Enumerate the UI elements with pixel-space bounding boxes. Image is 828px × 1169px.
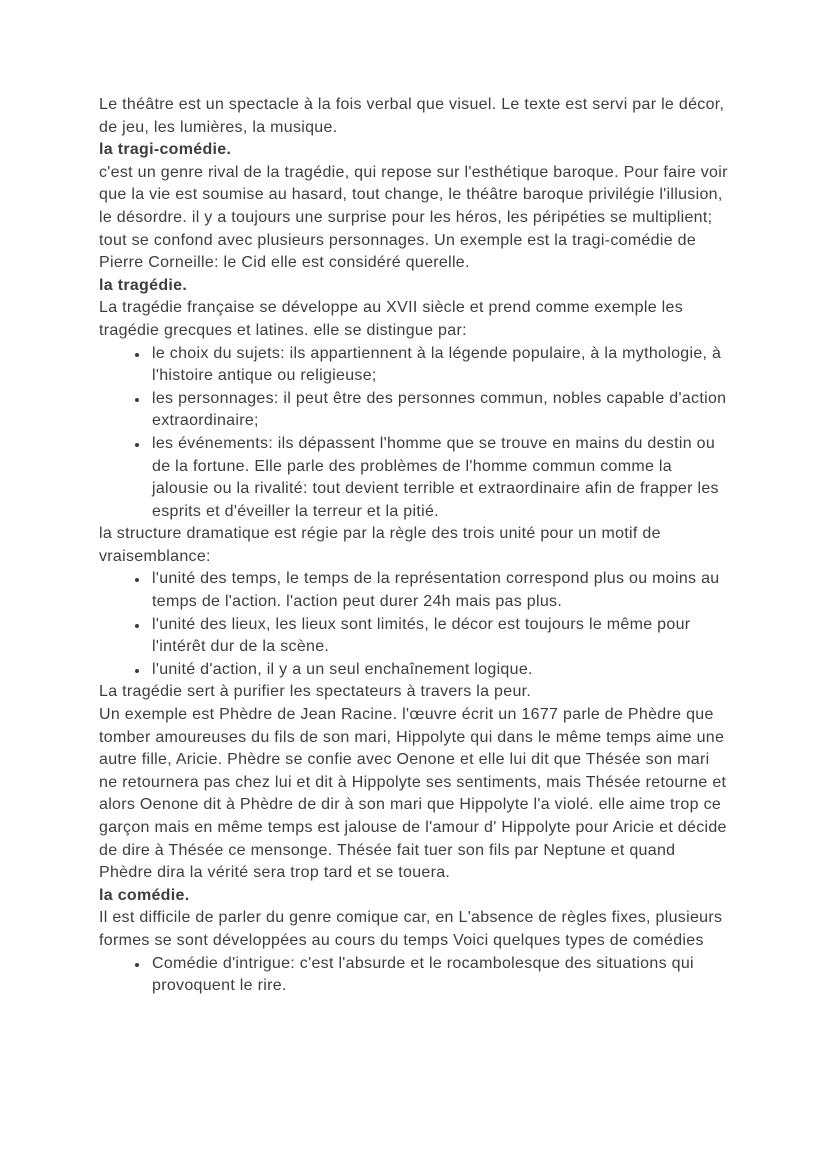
heading-comedie: la comédie.: [99, 886, 190, 904]
list-item: • les personnages: il peut être des personnes commun, nobles capable d'action extraordinaire;: [149, 388, 731, 433]
heading-tragedie: la tragédie.: [99, 276, 188, 294]
paragraph-tragedie-intro: La tragédie française se développe au XVII siècle et prend comme exemple les tragédie grecques et latines. elle se distingue par:: [99, 299, 684, 339]
heading-tragi-comedie: la tragi-comédie.: [99, 141, 232, 159]
paragraph-structure-dramatique: la structure dramatique est régie par la règle des trois unité pour un motif de vraisemblance:: [99, 525, 661, 565]
list-item: • le choix du sujets: ils appartiennent à la légende populaire, à la mythologie, à l'histoire antique ou religieuse;: [149, 343, 731, 388]
list-types-comedies: [99, 953, 731, 998]
list-item: • Comédie d'intrigue: c'est l'absurde et le rocambolesque des situations qui provoquent le rire.: [149, 953, 731, 998]
paragraph-tragi-comedie: c'est un genre rival de la tragédie, qui repose sur l'esthétique baroque. Pour faire voir que la vie est soumise au hasard, tout change, le théâtre baroque privilégie l'illusion, le désordre. il y a toujours une surprise pour les héros, les péripéties se multiplient; tout se confond avec plusieurs personnages. Un exemple est la tragi-comédie de Pierre Corneille: le Cid elle est considéré querelle.: [99, 163, 728, 272]
list-item: • l'unité d'action, il y a un seul enchaînement logique.: [149, 659, 731, 682]
list-item: • l'unité des lieux, les lieux sont limités, le décor est toujours le même pour l'intérêt dur de la scène.: [149, 614, 731, 659]
list-item: • l'unité des temps, le temps de la représentation correspond plus ou moins au temps de l'action. l'action peut durer 24h mais pas plus.: [149, 568, 731, 613]
paragraph-phedre: Un exemple est Phèdre de Jean Racine. l'œuvre écrit un 1677 parle de Phèdre que tomber amoureuses du fils de son mari, Hippolyte qui dans le même temps aime une autre fille, Aricie. Phèdre se confie avec Oenone et elle lui dit que Thésée son mari ne retournera pas chez lui et dit à Hippolyte ses sentiments, mais Thésée retourne et alors Oenone dit à Phèdre de dir à son mari que Hippolyte l'a violé. elle aime trop ce garçon mais en même temps est jalouse de l'amour d' Hippolyte pour Aricie et décide de dire à Thésée ce mensonge. Thésée fait tuer son fils par Neptune et quand Phèdre dira la vérité sera trop tard et se touera.: [99, 706, 727, 882]
list-item: • les événements: ils dépassent l'homme que se trouve en mains du destin ou de la fortune. Elle parle des problèmes de l'homme commun comme la jalousie ou la rivalité: tout devient terrible et extraordinaire afin de frapper les esprits et d'éveiller la terreur et la pitié.: [149, 433, 731, 523]
paragraph-intro: Le théâtre est un spectacle à la fois verbal que visuel. Le texte est servi par le décor, de jeu, les lumières, la musique.: [99, 96, 725, 136]
paragraph-purifier: La tragédie sert à purifier les spectateurs à travers la peur.: [99, 683, 532, 701]
list-trois-unites: [99, 568, 731, 681]
list-tragedie-caracteristiques: [99, 343, 731, 524]
paragraph-comedie-intro: Il est difficile de parler du genre comique car, en L'absence de règles fixes, plusieurs formes se sont développées au cours du temps Voici quelques types de comédies: [99, 909, 723, 949]
